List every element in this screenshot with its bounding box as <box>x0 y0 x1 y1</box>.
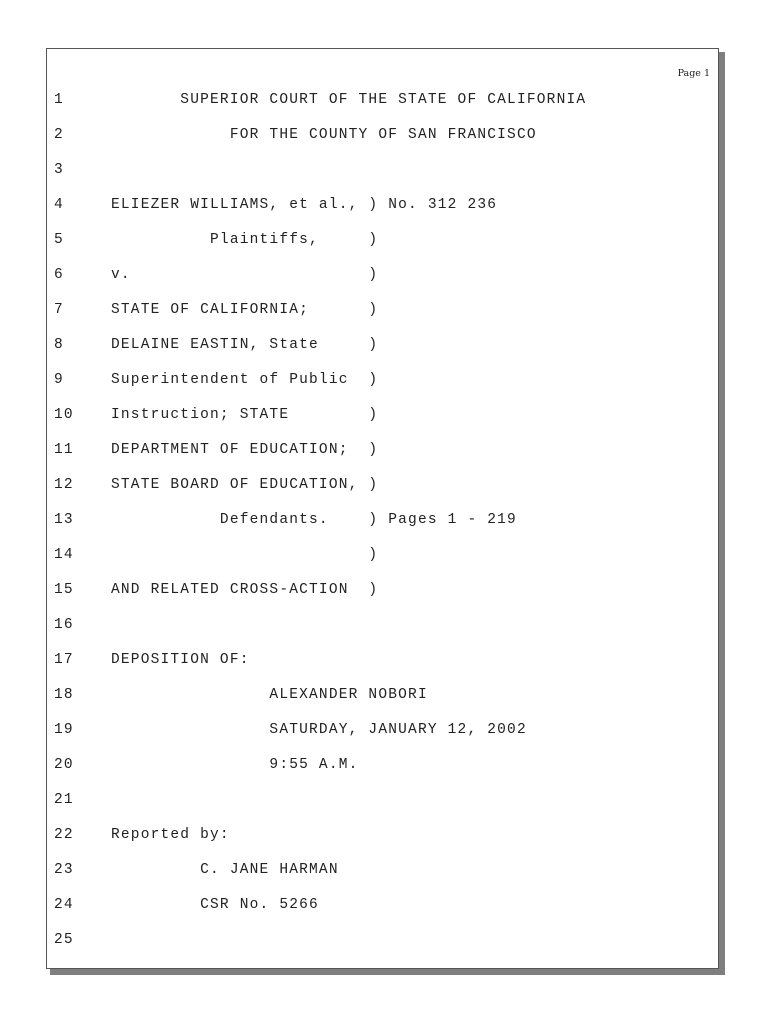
transcript-line <box>47 578 718 602</box>
line-text: DEPARTMENT OF EDUCATION; ) <box>111 442 379 458</box>
line-text: DEPOSITION OF: <box>111 652 250 668</box>
transcript-line <box>47 893 718 917</box>
line-number: 22 <box>54 827 74 843</box>
line-number: 6 <box>54 267 64 283</box>
transcript-line <box>47 403 718 427</box>
transcript-line <box>47 508 718 532</box>
line-text: CSR No. 5266 <box>111 897 319 913</box>
line-number: 4 <box>54 197 64 213</box>
transcript-line <box>47 718 718 742</box>
transcript-line <box>47 298 718 322</box>
line-number: 3 <box>54 162 64 178</box>
line-number: 15 <box>54 582 74 598</box>
line-number: 23 <box>54 862 74 878</box>
transcript-line <box>47 823 718 847</box>
line-text: Instruction; STATE ) <box>111 407 379 423</box>
line-text: Defendants. ) Pages 1 - 219 <box>111 512 517 528</box>
line-number: 5 <box>54 232 64 248</box>
transcript-line <box>47 368 718 392</box>
transcript-line <box>47 158 718 182</box>
line-number: 8 <box>54 337 64 353</box>
line-number: 19 <box>54 722 74 738</box>
line-text: ELIEZER WILLIAMS, et al., ) No. 312 236 <box>111 197 498 213</box>
transcript-line <box>47 123 718 147</box>
transcript-line <box>47 683 718 707</box>
line-number: 24 <box>54 897 74 913</box>
line-number: 7 <box>54 302 64 318</box>
line-text: DELAINE EASTIN, State ) <box>111 337 379 353</box>
transcript-line <box>47 263 718 287</box>
transcript-line <box>47 88 718 112</box>
transcript-line <box>47 928 718 952</box>
transcript-line <box>47 858 718 882</box>
line-number: 2 <box>54 127 64 143</box>
line-text: FOR THE COUNTY OF SAN FRANCISCO <box>111 127 537 143</box>
transcript-line <box>47 228 718 252</box>
line-text: Plaintiffs, ) <box>111 232 379 248</box>
transcript-page <box>46 48 719 969</box>
line-text: STATE OF CALIFORNIA; ) <box>111 302 379 318</box>
transcript-line <box>47 473 718 497</box>
line-text: 9:55 A.M. <box>111 757 359 773</box>
transcript-line <box>47 438 718 462</box>
line-text: v. ) <box>111 267 379 283</box>
line-number: 18 <box>54 687 74 703</box>
line-number: 21 <box>54 792 74 808</box>
line-text: STATE BOARD OF EDUCATION, ) <box>111 477 379 493</box>
transcript-line <box>47 648 718 672</box>
line-text: ALEXANDER NOBORI <box>111 687 428 703</box>
line-number: 16 <box>54 617 74 633</box>
transcript-line <box>47 613 718 637</box>
line-number: 10 <box>54 407 74 423</box>
line-text: ) <box>111 547 379 563</box>
line-number: 20 <box>54 757 74 773</box>
line-number: 14 <box>54 547 74 563</box>
line-number: 12 <box>54 477 74 493</box>
line-text: Superintendent of Public ) <box>111 372 379 388</box>
transcript-line <box>47 193 718 217</box>
page-number-label: Page 1 <box>677 68 710 79</box>
line-number: 25 <box>54 932 74 948</box>
transcript-line <box>47 753 718 777</box>
transcript-line <box>47 333 718 357</box>
line-number: 9 <box>54 372 64 388</box>
line-text: AND RELATED CROSS-ACTION ) <box>111 582 379 598</box>
line-text: C. JANE HARMAN <box>111 862 339 878</box>
line-number: 13 <box>54 512 74 528</box>
line-number: 17 <box>54 652 74 668</box>
line-text: Reported by: <box>111 827 230 843</box>
line-text: SUPERIOR COURT OF THE STATE OF CALIFORNIA <box>111 92 587 108</box>
line-number: 11 <box>54 442 74 458</box>
transcript-line <box>47 788 718 812</box>
line-text: SATURDAY, JANUARY 12, 2002 <box>111 722 527 738</box>
line-number: 1 <box>54 92 64 108</box>
transcript-line <box>47 543 718 567</box>
